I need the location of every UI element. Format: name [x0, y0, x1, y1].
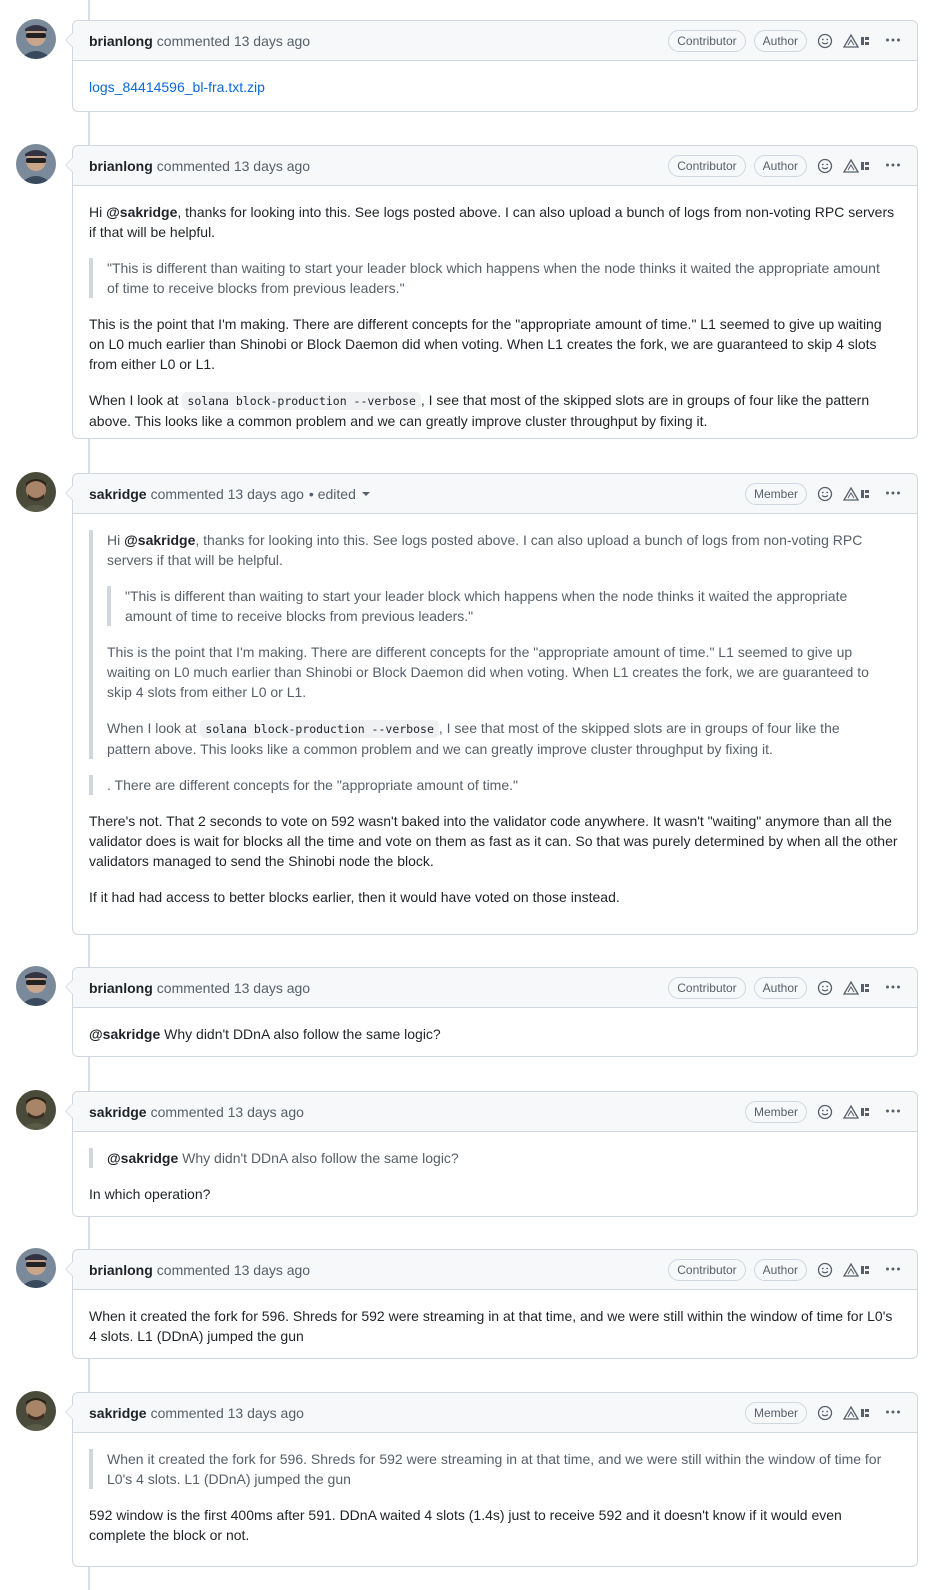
avatar[interactable] — [16, 19, 56, 59]
inline-code: solana block-production --verbose — [182, 392, 420, 410]
avatar[interactable] — [16, 1391, 56, 1431]
comment-body — [73, 61, 917, 113]
mention-link[interactable]: @sakridge — [124, 532, 196, 548]
paragraph — [89, 390, 901, 431]
nested-blockquote — [107, 586, 887, 626]
kebab-icon[interactable] — [885, 1261, 901, 1280]
comment-body — [73, 1290, 917, 1362]
alert-icon[interactable] — [843, 158, 871, 174]
author-badge: Author — [754, 977, 807, 999]
blockquote — [89, 530, 901, 759]
comment-body — [73, 1433, 917, 1561]
smiley-icon[interactable] — [817, 980, 833, 996]
timestamp[interactable]: commented 13 days ago — [156, 157, 311, 174]
comment-body — [73, 1132, 917, 1220]
comment-box — [72, 1392, 918, 1567]
author-link[interactable]: brianlong — [89, 1261, 153, 1278]
timestamp[interactable]: commented 13 days ago — [150, 1404, 304, 1421]
smiley-icon[interactable] — [817, 158, 833, 174]
comment-box — [72, 473, 918, 935]
alert-icon[interactable] — [843, 1405, 871, 1421]
comment-box — [72, 1091, 918, 1217]
text: , thanks for looking into this. See logs posted above. I can also upload a bunch of logs from non-voting RPC servers if that will be helpful. — [107, 532, 863, 568]
comment-header — [73, 1250, 917, 1290]
alert-icon[interactable] — [843, 1262, 871, 1278]
quote-text: When it created the fork for 596. Shreds for 592 were streaming in at that time, and we were still within the window of time for L0's 4 slots. L1 (DDnA) jumped the gun — [107, 1451, 882, 1487]
alert-icon[interactable] — [843, 1104, 871, 1120]
text: When I look at — [89, 392, 183, 408]
blockquote — [89, 1148, 901, 1168]
paragraph — [89, 202, 901, 242]
text: When I look at — [107, 720, 201, 736]
timestamp[interactable]: commented 13 days ago — [150, 1103, 304, 1120]
smiley-icon[interactable] — [817, 33, 833, 49]
author-badge: Author — [754, 155, 807, 177]
smiley-icon[interactable] — [817, 486, 833, 502]
smiley-icon[interactable] — [817, 1405, 833, 1421]
mention-link[interactable]: @sakridge — [89, 1026, 161, 1042]
avatar[interactable] — [16, 1248, 56, 1288]
member-badge: Member — [745, 1402, 807, 1424]
comment-header — [73, 968, 917, 1008]
comment-box — [72, 145, 918, 439]
author-link[interactable]: sakridge — [89, 485, 147, 502]
author-link[interactable]: brianlong — [89, 32, 153, 49]
author-link[interactable]: sakridge — [89, 1103, 147, 1120]
inline-code: solana block-production --verbose — [200, 720, 438, 738]
paragraph: If it had had access to better blocks earlier, then it would have voted on those instead. — [89, 889, 620, 905]
quote-paragraph — [107, 1148, 887, 1168]
mention-link[interactable]: @sakridge — [106, 204, 178, 220]
contributor-badge: Contributor — [668, 1259, 745, 1281]
author-badge: Author — [754, 30, 807, 52]
contributor-badge: Contributor — [668, 155, 745, 177]
kebab-icon[interactable] — [885, 1103, 901, 1122]
contributor-badge: Contributor — [668, 30, 745, 52]
paragraph: There's not. That 2 seconds to vote on 592 wasn't baked into the validator code anywhere. It wasn't "waiting" anymore than all the validator does is wait for blocks all the time and vote on them as fast as it can. So that was purely determined by when all the other validators managed to send the Shinobi node the block. — [89, 813, 898, 869]
avatar[interactable] — [16, 144, 56, 184]
timestamp[interactable]: commented 13 days ago — [156, 979, 311, 996]
comment-box — [72, 1249, 918, 1359]
comment-box — [72, 20, 918, 112]
member-badge: Member — [745, 483, 807, 505]
chevron-down-icon[interactable] — [362, 492, 370, 496]
alert-icon[interactable] — [843, 980, 871, 996]
mention-link[interactable]: @sakridge — [107, 1150, 179, 1166]
kebab-icon[interactable] — [885, 32, 901, 51]
blockquote — [89, 258, 901, 298]
text: Why didn't DDnA also follow the same logic? — [178, 1150, 459, 1166]
timestamp[interactable]: commented 13 days ago — [156, 32, 311, 49]
quote-text: "This is different than waiting to start your leader block which happens when the node thinks it waited the appropriate amount of time to receive blocks from previous leaders." — [125, 588, 848, 624]
smiley-icon[interactable] — [817, 1262, 833, 1278]
contributor-badge: Contributor — [668, 977, 745, 999]
paragraph — [89, 1024, 901, 1044]
alert-icon[interactable] — [843, 486, 871, 502]
smiley-icon[interactable] — [817, 1104, 833, 1120]
author-link[interactable]: brianlong — [89, 979, 153, 996]
timestamp[interactable]: commented 13 days ago — [156, 1261, 311, 1278]
text: Why didn't DDnA also follow the same logic? — [160, 1026, 441, 1042]
kebab-icon[interactable] — [885, 157, 901, 176]
text: Hi — [107, 532, 125, 548]
quote-text: "This is different than waiting to start your leader block which happens when the node thinks it waited the appropriate amount of time to receive blocks from previous leaders." — [107, 260, 880, 296]
comment-header — [73, 474, 917, 514]
comment-box — [72, 967, 918, 1057]
blockquote — [89, 775, 901, 795]
author-link[interactable]: sakridge — [89, 1404, 147, 1421]
text: Hi — [89, 204, 107, 220]
kebab-icon[interactable] — [885, 1404, 901, 1423]
comment-body — [73, 1008, 917, 1060]
comment-header — [73, 21, 917, 61]
quote-paragraph — [107, 718, 887, 759]
author-link[interactable]: brianlong — [89, 157, 153, 174]
text: , I see that most of the skipped slots are in groups of four like the pattern above. This looks like a common problem and we can greatly improve cluster throughput by fixing it. — [107, 720, 840, 757]
text: , thanks for looking into this. See logs posted above. I can also upload a bunch of logs from non-voting RPC servers if that will be helpful. — [89, 204, 895, 240]
kebab-icon[interactable] — [885, 485, 901, 504]
paragraph: 592 window is the first 400ms after 591. DDnA waited 4 slots (1.4s) just to receive 592 and it doesn't know if it would even complete the block or not. — [89, 1507, 842, 1543]
member-badge: Member — [745, 1101, 807, 1123]
kebab-icon[interactable] — [885, 979, 901, 998]
alert-icon[interactable] — [843, 33, 871, 49]
paragraph: In which operation? — [89, 1186, 211, 1202]
edited-dropdown[interactable]: • edited — [308, 485, 356, 502]
quote-paragraph — [107, 530, 887, 570]
comment-header — [73, 1393, 917, 1433]
comment-header — [73, 146, 917, 186]
quote-text: . There are different concepts for the "appropriate amount of time." — [107, 777, 518, 793]
text: , I see that most of the skipped slots are in groups of four like the pattern above. This looks like a common problem and we can greatly improve cluster throughput by fixing it. — [89, 392, 870, 429]
attachment-link[interactable]: logs_84414596_bl-fra.txt.zip — [89, 79, 265, 95]
author-badge: Author — [754, 1259, 807, 1281]
comment-body — [73, 514, 917, 923]
blockquote — [89, 1449, 901, 1489]
avatar[interactable] — [16, 966, 56, 1006]
paragraph: This is the point that I'm making. There are different concepts for the "appropriate amount of time." L1 seemed to give up waiting on L0 much earlier than Shinobi or Block Daemon did when voting. When L1 creates the fork, we are guaranteed to skip 4 slots from either L0 or L1. — [89, 316, 882, 372]
comment-body — [73, 186, 917, 447]
quote-paragraph: This is the point that I'm making. There are different concepts for the "appropriate amount of time." L1 seemed to give up waiting on L0 much earlier than Shinobi or Block Daemon did when voting. When L1 creates the fork, we are guaranteed to skip 4 slots from either L0 or L1. — [107, 644, 869, 700]
timestamp[interactable]: commented 13 days ago — [150, 485, 304, 502]
avatar[interactable] — [16, 1090, 56, 1130]
avatar[interactable] — [16, 472, 56, 512]
paragraph: When it created the fork for 596. Shreds for 592 were streaming in at that time, and we were still within the window of time for L0's 4 slots. L1 (DDnA) jumped the gun — [89, 1308, 893, 1344]
comment-header — [73, 1092, 917, 1132]
